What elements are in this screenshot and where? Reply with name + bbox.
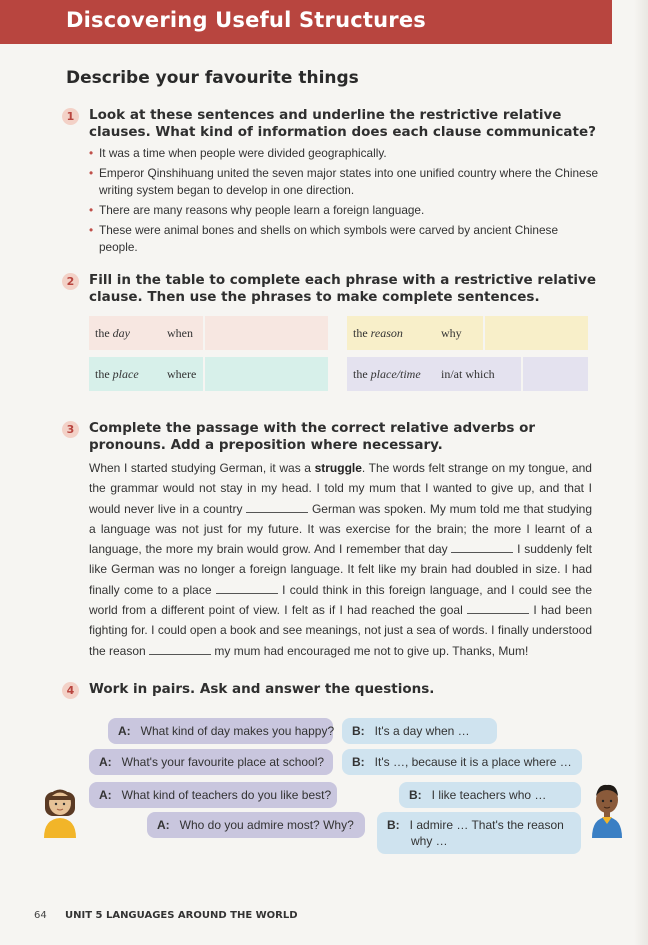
table-adverb-when: when [167, 326, 193, 340]
speech-bubble-a: A: What kind of teachers do you like best? [89, 782, 337, 808]
bullet-item: • It was a time when people were divided geographically. [89, 145, 599, 162]
table-cell-day [89, 316, 328, 350]
unit-title: UNIT 5 LANGUAGES AROUND THE WORLD [65, 910, 298, 921]
highlighted-word: struggle [314, 461, 362, 475]
speech-bubble-b: B: I admire … That's the reason why … [377, 812, 581, 854]
table-answer-slot[interactable] [483, 316, 588, 350]
table-phrase-day: the day [95, 326, 130, 340]
table-phrase-reason: the reason [353, 326, 403, 340]
table-cell-reason [347, 316, 588, 350]
table-phrase-place: the place [95, 367, 139, 381]
bullet-item: • Emperor Qinshihuang united the seven major states into one unified country where the Chinese writing system began to develop in one direction. [89, 165, 599, 199]
page-edge [634, 0, 648, 945]
speech-bubble-a: A: What kind of day makes you happy? [108, 718, 333, 744]
table-adverb-in-at-which: in/at which [441, 367, 495, 381]
question-1-number: 1 [62, 108, 79, 125]
speech-bubble-b: B: It's …, because it is a place where … [342, 749, 582, 775]
answer-blank[interactable] [451, 542, 513, 553]
bullet-item: • There are many reasons why people learn a foreign language. [89, 202, 599, 219]
table-answer-slot[interactable] [203, 316, 328, 350]
table-cell-place-time [347, 357, 588, 391]
table-answer-slot[interactable] [521, 357, 588, 391]
answer-blank[interactable] [149, 644, 211, 655]
boy-avatar [590, 782, 624, 838]
question-3-number: 3 [62, 421, 79, 438]
header-bar [0, 0, 612, 44]
speech-bubble-a: A: What's your favourite place at school? [89, 749, 333, 775]
page-number: 64 [34, 910, 47, 921]
answer-blank[interactable] [216, 583, 278, 594]
table-adverb-where: where [167, 367, 197, 381]
answer-blank[interactable] [246, 502, 308, 513]
table-answer-slot[interactable] [203, 357, 328, 391]
table-cell-place [89, 357, 328, 391]
speech-bubble-b: B: It's a day when … [342, 718, 497, 744]
speech-bubble-a: A: Who do you admire most? Why? [147, 812, 365, 838]
reading-passage: When I started studying German, it was a struggle. The words felt strange on my tongue, and the grammar would not stay in my head. I told my mum that I wanted to give up, and that I would never live in a country German was spoken. My mum told me that studying a language was not just for my future. It was exercise for the brain; the more I learnt of a language, the more my brain would grow. And I remember that day I suddenly felt like German was no longer a foreign language. It felt like my brain had doubled in size. I had finally come to a place I could think in this foreign language, and I could see the world from a different point of view. I felt as if I had reached the goal I had been fighting for. I could open a book and see meanings, not just a sea of words. I finally understood the reason my mum had encouraged me not to give up. Thanks, Mum! [89, 461, 593, 658]
question-2-number: 2 [62, 273, 79, 290]
question-2-text: Fill in the table to complete each phrase with a restrictive relative clause. Then use the phrases to make complete sentences. [89, 272, 597, 305]
question-1-text: Look at these sentences and underline the restrictive relative clauses. What kind of information does each clause communicate? [89, 107, 596, 140]
question-3-text: Complete the passage with the correct relative adverbs or pronouns. Add a preposition where necessary. [89, 420, 536, 453]
question-1-bullets [89, 145, 599, 259]
bullet-item: • These were animal bones and shells on which symbols were carved by ancient Chinese people. [89, 222, 599, 256]
question-4-number: 4 [62, 682, 79, 699]
header-title: Discovering Useful Structures [66, 8, 426, 32]
girl-avatar [42, 786, 78, 838]
table-adverb-why: why [441, 326, 462, 340]
answer-blank[interactable] [467, 603, 529, 614]
table-phrase-place-time: the place/time [353, 367, 421, 381]
section-title: Describe your favourite things [66, 68, 359, 88]
question-4-text: Work in pairs. Ask and answer the questions. [89, 681, 435, 697]
speech-bubble-b: B: I like teachers who … [399, 782, 581, 808]
